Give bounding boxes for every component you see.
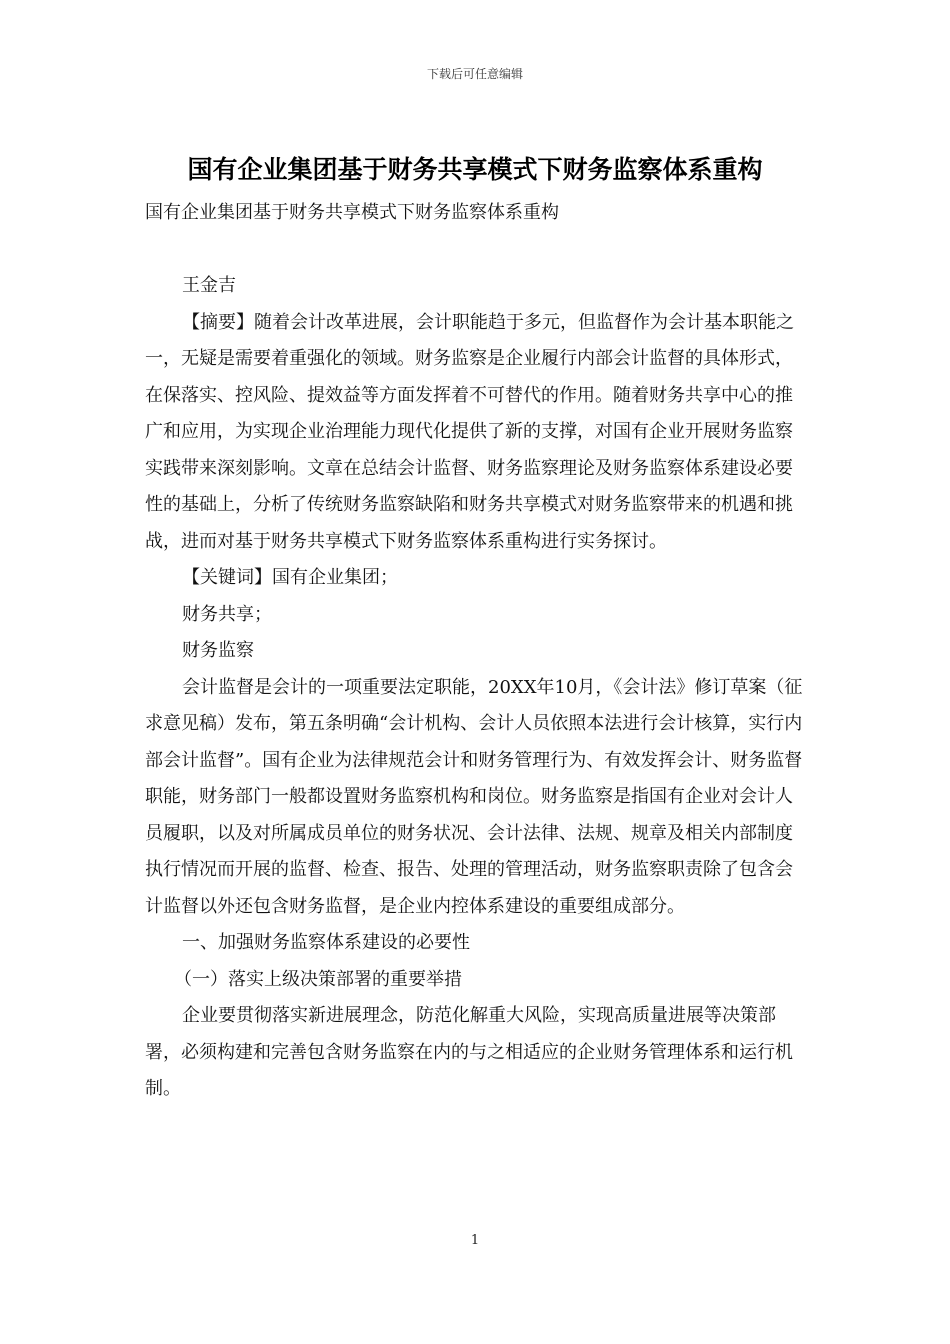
section-heading: 一、加强财务监察体系建设的必要性 [182, 932, 470, 953]
document-body [145, 195, 807, 1108]
keywords-line: 【关键词】国有企业集团； [182, 567, 398, 588]
page-header: 下载后可任意编辑 [426, 67, 523, 81]
document-title: 国有企业集团基于财务共享模式下财务监察体系重构 [187, 155, 763, 184]
keywords-line: 财务监察 [182, 640, 254, 661]
body-paragraph: 会计监督是会计的一项重要法定职能，20XX年10月，《会计法》修订草案（征求意见稿）发布，第五条明确“会计机构、会计人员依照本法进行会计核算，实行内部会计监督”。国有企业为法律规范会计和财务管理行为、有效发挥会计、财务监督职能，财务部门一般都设置财务监察机构和岗位。财务监察是指国有企业对会计人员履职，以及对所属成员单位的财务状况、会计法律、法规、规章及相关内部制度执行情况而开展的监督、检查、报告、处理的管理活动，财务监察职责除了包含会计监督以外还包含财务监督，是企业内控体系建设的重要组成部分。 [145, 676, 803, 917]
page-number: 1 [470, 1233, 480, 1248]
abstract-paragraph: 【摘要】随着会计改革进展，会计职能趋于多元，但监督作为会计基本职能之一，无疑是需要着重强化的领域。财务监察是企业履行内部会计监督的具体形式，在保落实、控风险、提效益等方面发挥着不可替代的作用。随着财务共享中心的推广和应用，为实现企业治理能力现代化提供了新的支撑，对国有企业开展财务监察实践带来深刻影响。文章在总结会计监督、财务监察理论及财务监察体系建设必要性的基础上，分析了传统财务监察缺陷和财务共享模式对财务监察带来的机遇和挑战，进而对基于财务共享模式下财务监察体系重构进行实务探讨。 [145, 311, 794, 552]
body-paragraph: 企业要贯彻落实新进展理念，防范化解重大风险，实现高质量进展等决策部署，必须构建和完善包含财务监察在内的与之相适应的企业财务管理体系和运行机制。 [145, 1005, 793, 1099]
subsection-heading: （一）落实上级决策部署的重要举措 [174, 968, 462, 990]
author-name: 王金吉 [182, 275, 236, 296]
document-subtitle: 国有企业集团基于财务共享模式下财务监察体系重构 [145, 202, 559, 223]
keywords-line: 财务共享； [182, 603, 272, 625]
